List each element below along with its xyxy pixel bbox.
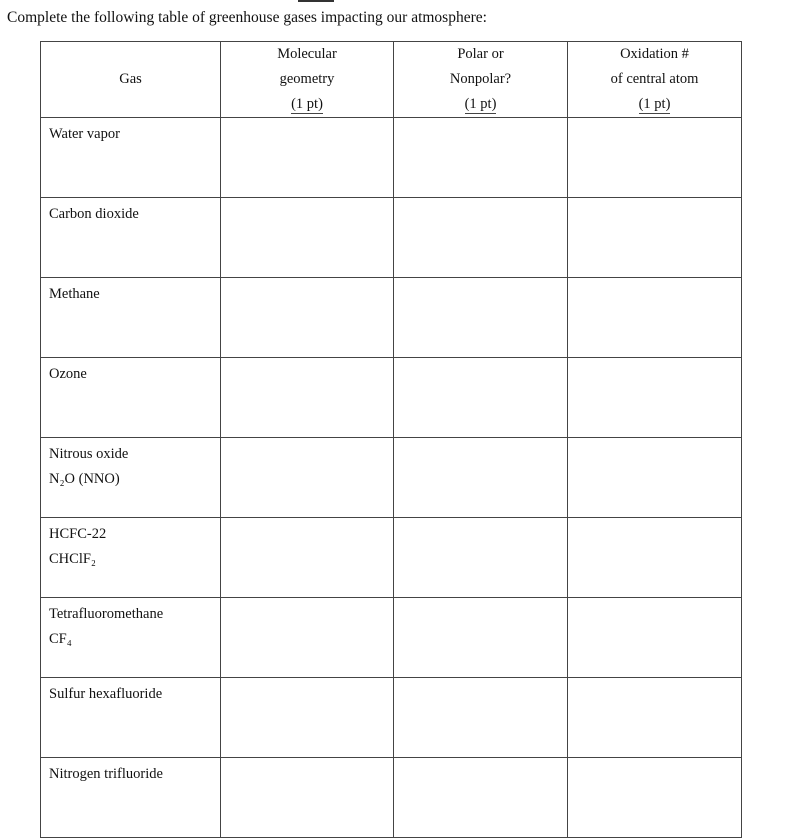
gas-cell (41, 438, 221, 518)
geometry-answer-cell[interactable] (221, 758, 394, 838)
gas-name: Sulfur hexafluoride (49, 686, 163, 702)
gas-name: Tetrafluoromethane (49, 606, 164, 622)
table-row (41, 198, 742, 278)
oxidation-answer-cell[interactable] (568, 438, 742, 518)
geometry-answer-cell[interactable] (221, 198, 394, 278)
header-geometry-line1: Molecular (277, 46, 337, 62)
gas-name: Nitrogen trifluoride (49, 766, 163, 782)
header-gas-label: Gas (119, 71, 142, 87)
header-polarity (394, 42, 568, 118)
table-row (41, 278, 742, 358)
geometry-answer-cell[interactable] (221, 278, 394, 358)
gas-cell (41, 678, 221, 758)
header-oxidation-line2: of central atom (610, 71, 699, 87)
gas-cell (41, 758, 221, 838)
polarity-answer-cell[interactable] (394, 438, 568, 518)
header-oxidation-line1: Oxidation # (620, 46, 689, 62)
table-header-row (41, 42, 742, 118)
greenhouse-gas-table (40, 41, 742, 838)
header-polarity-line1: Polar or (457, 46, 504, 62)
polarity-answer-cell[interactable] (394, 358, 568, 438)
oxidation-answer-cell[interactable] (568, 758, 742, 838)
geometry-answer-cell[interactable] (221, 118, 394, 198)
header-molecular-geometry (221, 42, 394, 118)
geometry-answer-cell[interactable] (221, 518, 394, 598)
gas-name: Carbon dioxide (49, 206, 139, 222)
geometry-answer-cell[interactable] (221, 598, 394, 678)
table-row (41, 678, 742, 758)
gas-cell (41, 358, 221, 438)
table-row (41, 358, 742, 438)
table-row (41, 598, 742, 678)
geometry-answer-cell[interactable] (221, 678, 394, 758)
table-row (41, 118, 742, 198)
polarity-answer-cell[interactable] (394, 278, 568, 358)
geometry-answer-cell[interactable] (221, 358, 394, 438)
gas-name: Ozone (49, 366, 87, 382)
gas-name: Nitrous oxide (49, 446, 129, 462)
polarity-answer-cell[interactable] (394, 758, 568, 838)
polarity-answer-cell[interactable] (394, 518, 568, 598)
oxidation-answer-cell[interactable] (568, 358, 742, 438)
oxidation-answer-cell[interactable] (568, 118, 742, 198)
top-edge-mark (298, 0, 334, 2)
header-geometry-line2: geometry (279, 71, 335, 87)
header-polarity-line2: Nonpolar? (449, 71, 512, 87)
polarity-answer-cell[interactable] (394, 598, 568, 678)
table-row (41, 758, 742, 838)
geometry-answer-cell[interactable] (221, 438, 394, 518)
gas-cell (41, 278, 221, 358)
header-oxidation-number (568, 42, 742, 118)
oxidation-answer-cell[interactable] (568, 678, 742, 758)
gas-name: Water vapor (49, 126, 120, 142)
polarity-answer-cell[interactable] (394, 678, 568, 758)
gas-formula: CF₄ (49, 631, 72, 647)
gas-cell (41, 598, 221, 678)
table-row (41, 518, 742, 598)
polarity-answer-cell[interactable] (394, 198, 568, 278)
gas-cell (41, 118, 221, 198)
polarity-answer-cell[interactable] (394, 118, 568, 198)
gas-name: Methane (49, 286, 100, 302)
header-geometry-points: (1 pt) (291, 96, 323, 112)
instructions-text: Complete the following table of greenhouse gases impacting our atmosphere: (7, 9, 487, 26)
gas-formula: CHClF₂ (49, 551, 96, 567)
oxidation-answer-cell[interactable] (568, 518, 742, 598)
oxidation-answer-cell[interactable] (568, 278, 742, 358)
gas-name: HCFC-22 (49, 526, 107, 542)
oxidation-answer-cell[interactable] (568, 198, 742, 278)
gas-cell (41, 198, 221, 278)
gas-formula: N₂O (NNO) (49, 471, 120, 487)
oxidation-answer-cell[interactable] (568, 598, 742, 678)
header-polarity-points: (1 pt) (464, 96, 497, 112)
table-row (41, 438, 742, 518)
header-oxidation-points: (1 pt) (638, 96, 671, 112)
gas-cell (41, 518, 221, 598)
header-gas (41, 42, 221, 118)
